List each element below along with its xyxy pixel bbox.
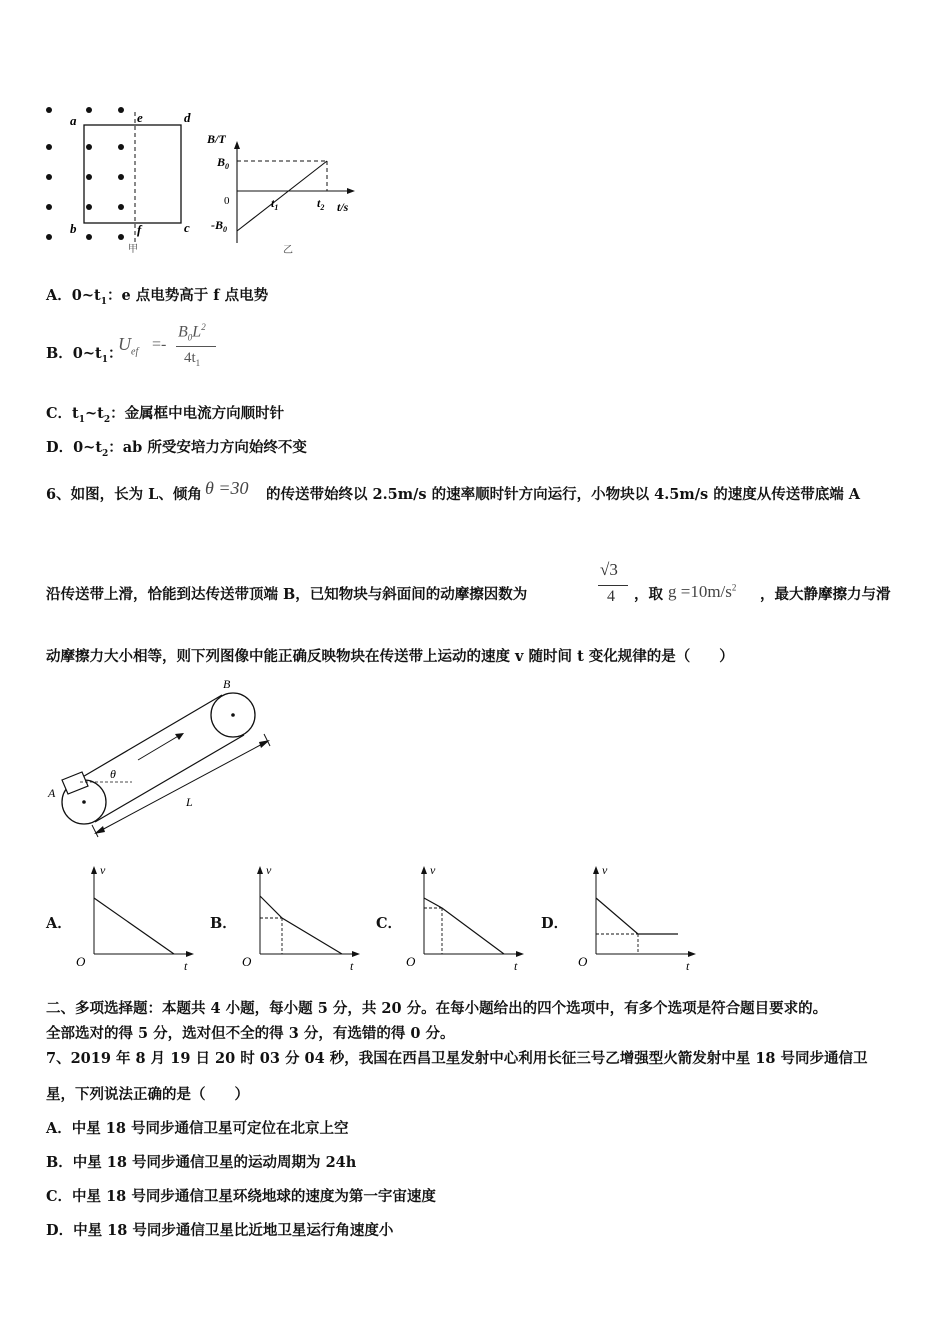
svg-text:v: v [430, 863, 436, 877]
q6-line3: 动摩擦力大小相等，则下列图像中能正确反映物块在传送带上运动的速度 v 随时间 t 变化规律的是（ ） [46, 648, 734, 665]
block [62, 772, 88, 794]
svg-text:t: t [184, 959, 188, 973]
graph-option-d-letter: D． [541, 915, 569, 932]
q7-line1: 7、2019 年 8 月 19 日 20 时 03 分 04 秒，我国在西昌卫星发射中心利用长征三号乙增强型火箭发射中星 18 号同步通信卫 [46, 1050, 868, 1067]
label-L: L [186, 795, 193, 809]
section2-line1: 二、多项选择题：本题共 4 小题，每小题 5 分，共 20 分。在每小题给出的四个选项中，有多个选项是符合题目要求的。 [46, 1000, 828, 1017]
figure-bt-graph [205, 125, 365, 260]
belt-bottom [95, 735, 244, 822]
label-e: e [137, 110, 143, 125]
q6-line2-a: 沿传送带上滑，恰能到达传送带顶端 B，已知物块与斜面间的动摩擦因数为 [46, 586, 528, 603]
mu-fraction: √3 4 [598, 560, 634, 610]
graph-option-b[interactable] [236, 860, 366, 978]
svg-text:t: t [686, 959, 690, 973]
q5-option-a: A．$0\sim t_1$：e 点电势高于 f 点电势 [46, 287, 269, 307]
q5-option-d: D．$0\sim t_2$：ab 所受安培力方向始终不变 [46, 439, 307, 459]
svg-text:O: O [76, 954, 86, 969]
figure-conveyor-belt [40, 672, 290, 847]
graph-option-c-letter: C． [376, 915, 403, 932]
svg-text:v: v [602, 863, 608, 877]
graph-option-b-letter: B． [210, 915, 237, 932]
g-value: $g =10m/s^2$ [668, 582, 737, 601]
q5-option-c: C．$t_1\sim t_2$：金属框中电流方向顺时针 [46, 405, 285, 425]
svg-text:t: t [350, 959, 354, 973]
origin-label: 0 [224, 195, 230, 207]
label-b: b [70, 221, 77, 236]
vt-line [424, 898, 504, 954]
t2-label: $t_2$ [317, 196, 325, 212]
fraction-bar [176, 346, 216, 347]
q6-theta: θ =30 [205, 478, 249, 498]
b0-label: $B_0$ [217, 155, 230, 171]
section2-line2: 全部选对的得 5 分，选对但不全的得 3 分，有选错的得 0 分。 [46, 1025, 455, 1042]
q6-line1-a: 6、如图，长为 L、倾角 [46, 486, 202, 503]
graph-option-a-letter: A． [46, 915, 72, 932]
graph-option-d[interactable] [572, 860, 702, 978]
svg-text:v: v [266, 863, 272, 877]
metal-frame [84, 125, 181, 223]
svg-text:O: O [578, 954, 588, 969]
label-f: f [137, 222, 142, 237]
svg-text:v: v [100, 863, 106, 877]
q5-option-b: B．$0\sim t_1$： [46, 345, 123, 365]
label-a: a [70, 113, 77, 128]
neg-b0-label: $-B_0$ [211, 218, 227, 234]
label-d: d [184, 110, 191, 125]
b-line [237, 161, 327, 231]
vt-line [260, 896, 342, 954]
label-theta: θ [110, 767, 116, 781]
y-axis-arrow [234, 141, 240, 149]
q7-option-a[interactable]: A．中星 18 号同步通信卫星可定位在北京上空 [46, 1120, 349, 1137]
vt-line [94, 898, 174, 954]
q7-option-b[interactable]: B．中星 18 号同步通信卫星的运动周期为 24h [46, 1154, 357, 1171]
length-dim [98, 742, 266, 832]
caption-yi: 乙 [283, 245, 293, 256]
svg-text:O: O [406, 954, 416, 969]
belt-top [74, 695, 222, 782]
t1-label: $t_1$ [271, 196, 279, 212]
y-axis-label: B/T [207, 132, 226, 146]
caption-jia: 甲 [128, 244, 138, 255]
mu-fraction-bar [598, 585, 628, 586]
figure-field-frame [40, 100, 210, 260]
motion-arrow [138, 735, 180, 760]
svg-text:O: O [242, 954, 252, 969]
graph-option-c[interactable] [400, 860, 530, 978]
q7-line2: 星，下列说法正确的是（ ） [46, 1086, 249, 1103]
x-axis-label: t/s [337, 200, 349, 214]
q6-line2-c: ，最大静摩擦力与滑 [760, 586, 891, 603]
svg-text:t: t [514, 959, 518, 973]
q7-option-d[interactable]: D．中星 18 号同步通信卫星比近地卫星运行角速度小 [46, 1222, 394, 1239]
label-c: c [184, 220, 190, 235]
label-B: B [223, 677, 231, 691]
x-axis-arrow [347, 188, 355, 194]
formula-uef: $U_{ef}$ =- $B_0L^2$ $4t_1$ [118, 322, 228, 372]
q6-line1-b: 的传送带始终以 2.5m/s 的速率顺时针方向运行，小物块以 4.5m/s 的速度从传送带底端 A [266, 486, 861, 503]
q6-line2-b: ，取 [634, 586, 663, 603]
field-dots [46, 107, 124, 240]
vt-line [596, 898, 678, 934]
label-A: A [48, 786, 56, 800]
q7-option-c[interactable]: C．中星 18 号同步通信卫星环绕地球的速度为第一宇宙速度 [46, 1188, 436, 1205]
graph-option-a[interactable] [70, 860, 200, 978]
